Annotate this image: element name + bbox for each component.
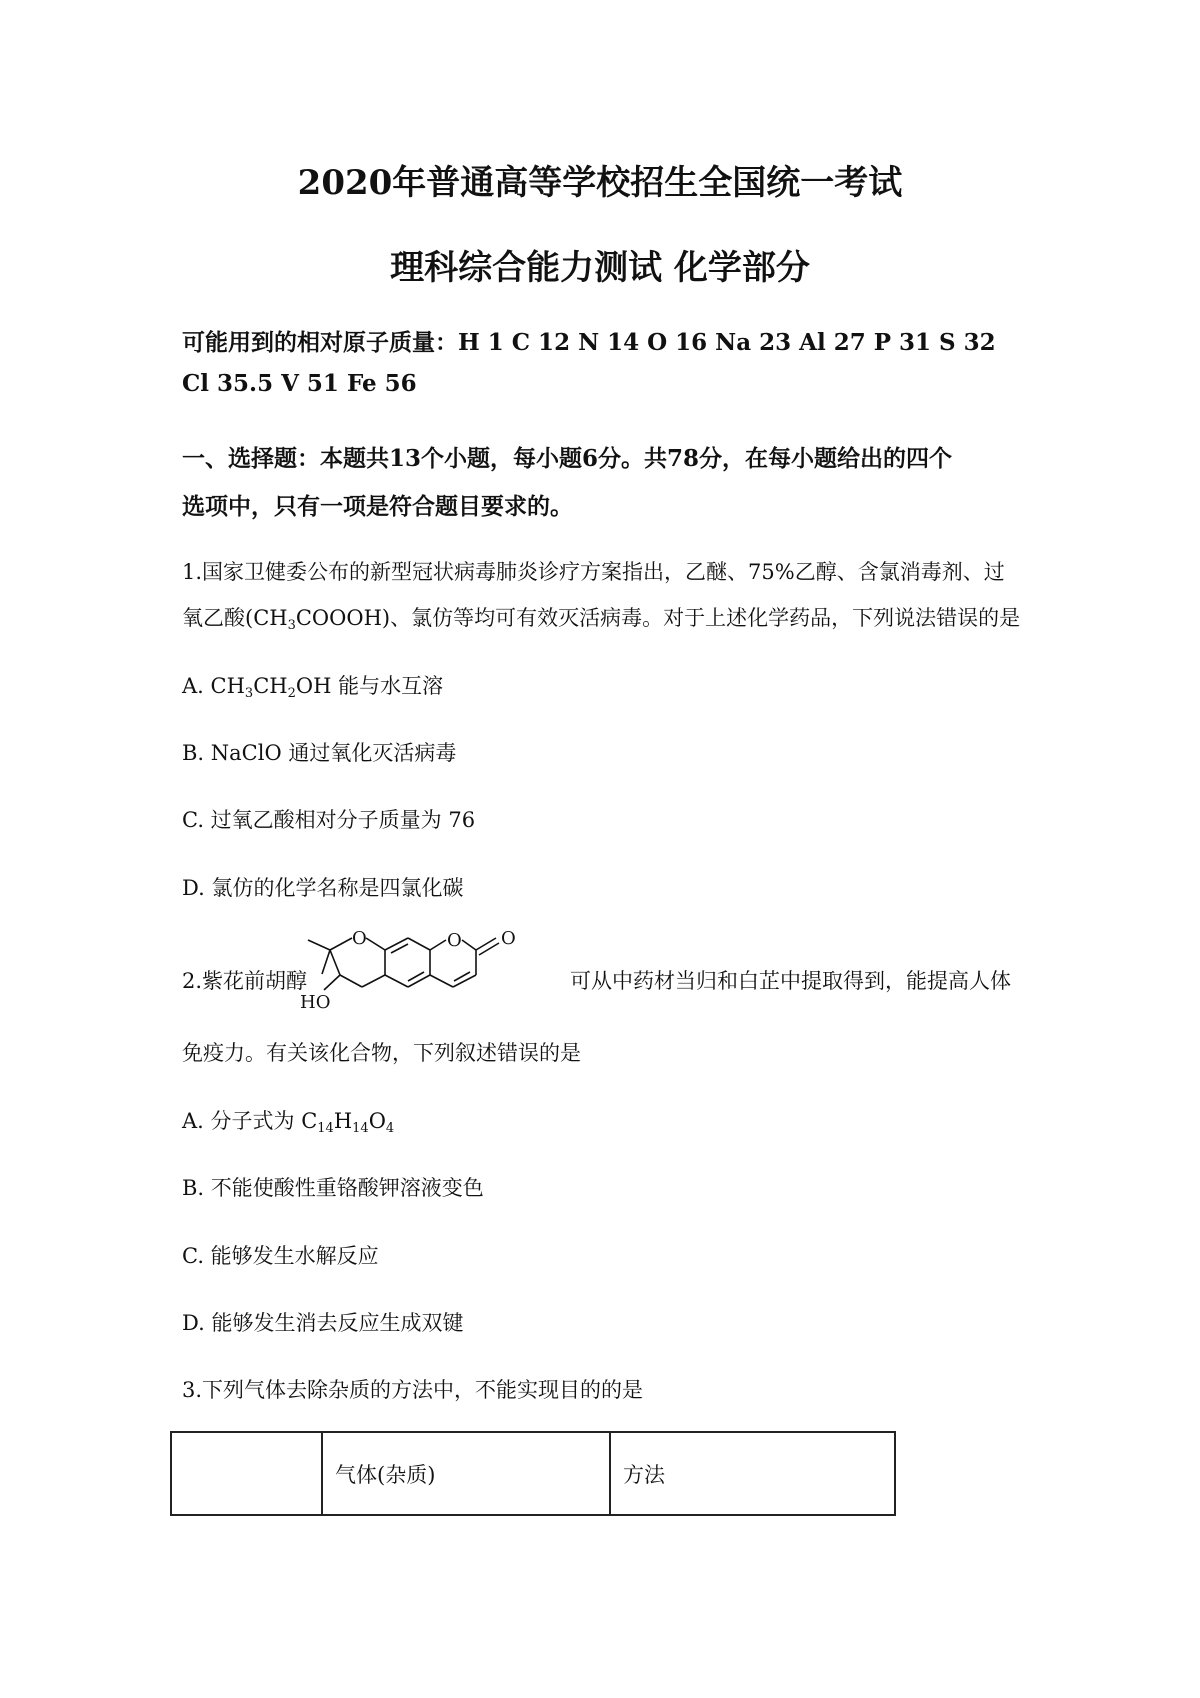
structure-o-label: O <box>447 930 462 951</box>
q2-option-d: D. 能够发生消去反应生成双键 <box>182 1311 464 1335</box>
q2-option-a: A. 分子式为 $C_{14}H_{14}O_4$ <box>182 1109 395 1136</box>
q1-option-b: B. NaClO 通过氧化灭活病毒 <box>182 741 457 765</box>
structure-o-label: O <box>352 930 367 949</box>
q2-option-b: B. 不能使酸性重铬酸钾溶液变色 <box>182 1176 484 1200</box>
q2-stem-after: 可从中药材当归和白芷中提取得到，能提高人体 <box>570 969 1011 993</box>
exam-title: 2020年普通高等学校招生全国统一考试 <box>297 163 903 203</box>
table-header-cell: 气体(杂质) <box>322 1432 610 1515</box>
chemical-structure <box>300 930 575 1030</box>
exam-subtitle: 理科综合能力测试 化学部分 <box>390 248 810 288</box>
section-heading-line2: 选项中，只有一项是符合题目要求的。 <box>182 493 573 520</box>
structure-ho-label: HO <box>300 992 331 1013</box>
q3-table <box>170 1431 896 1516</box>
q2-stem-line2: 免疫力。有关该化合物，下列叙述错误的是 <box>182 1041 581 1065</box>
q1-option-d: D. 氯仿的化学名称是四氯化碳 <box>182 876 464 900</box>
q1-option-a: A. $CH_3CH_2OH$ 能与水互溶 <box>182 674 444 701</box>
table-row <box>171 1432 895 1515</box>
table-header-cell <box>171 1432 322 1515</box>
q1-option-c: C. 过氧乙酸相对分子质量为 76 <box>182 808 476 832</box>
q2-option-c: C. 能够发生水解反应 <box>182 1244 379 1268</box>
q1-stem-line2: 氧乙酸$(CH_3COOOH)$、氯仿等均可有效灭活病毒。对于上述化学药品，下列说法错误的是 <box>182 606 1021 633</box>
q1-stem-line1: 1.国家卫健委公布的新型冠状病毒肺炎诊疗方案指出，乙醚、75%乙醇、含氯消毒剂、过 <box>182 560 1005 584</box>
q3-stem: 3.下列气体去除杂质的方法中，不能实现目的的是 <box>182 1378 644 1402</box>
section-heading-line1: 一、选择题：本题共13个小题，每小题6分。共78分，在每小题给出的四个 <box>182 445 953 472</box>
q2-stem-before: 2.紫花前胡醇 <box>182 969 308 993</box>
atomic-masses-line1: 可能用到的相对原子质量：H 1 C 12 N 14 O 16 Na 23 Al 27 P 31 S 32 <box>182 329 996 356</box>
table-header-cell: 方法 <box>610 1432 895 1515</box>
atomic-masses-line2: Cl 35.5 V 51 Fe 56 <box>182 370 417 397</box>
structure-o-label: O <box>501 930 516 949</box>
